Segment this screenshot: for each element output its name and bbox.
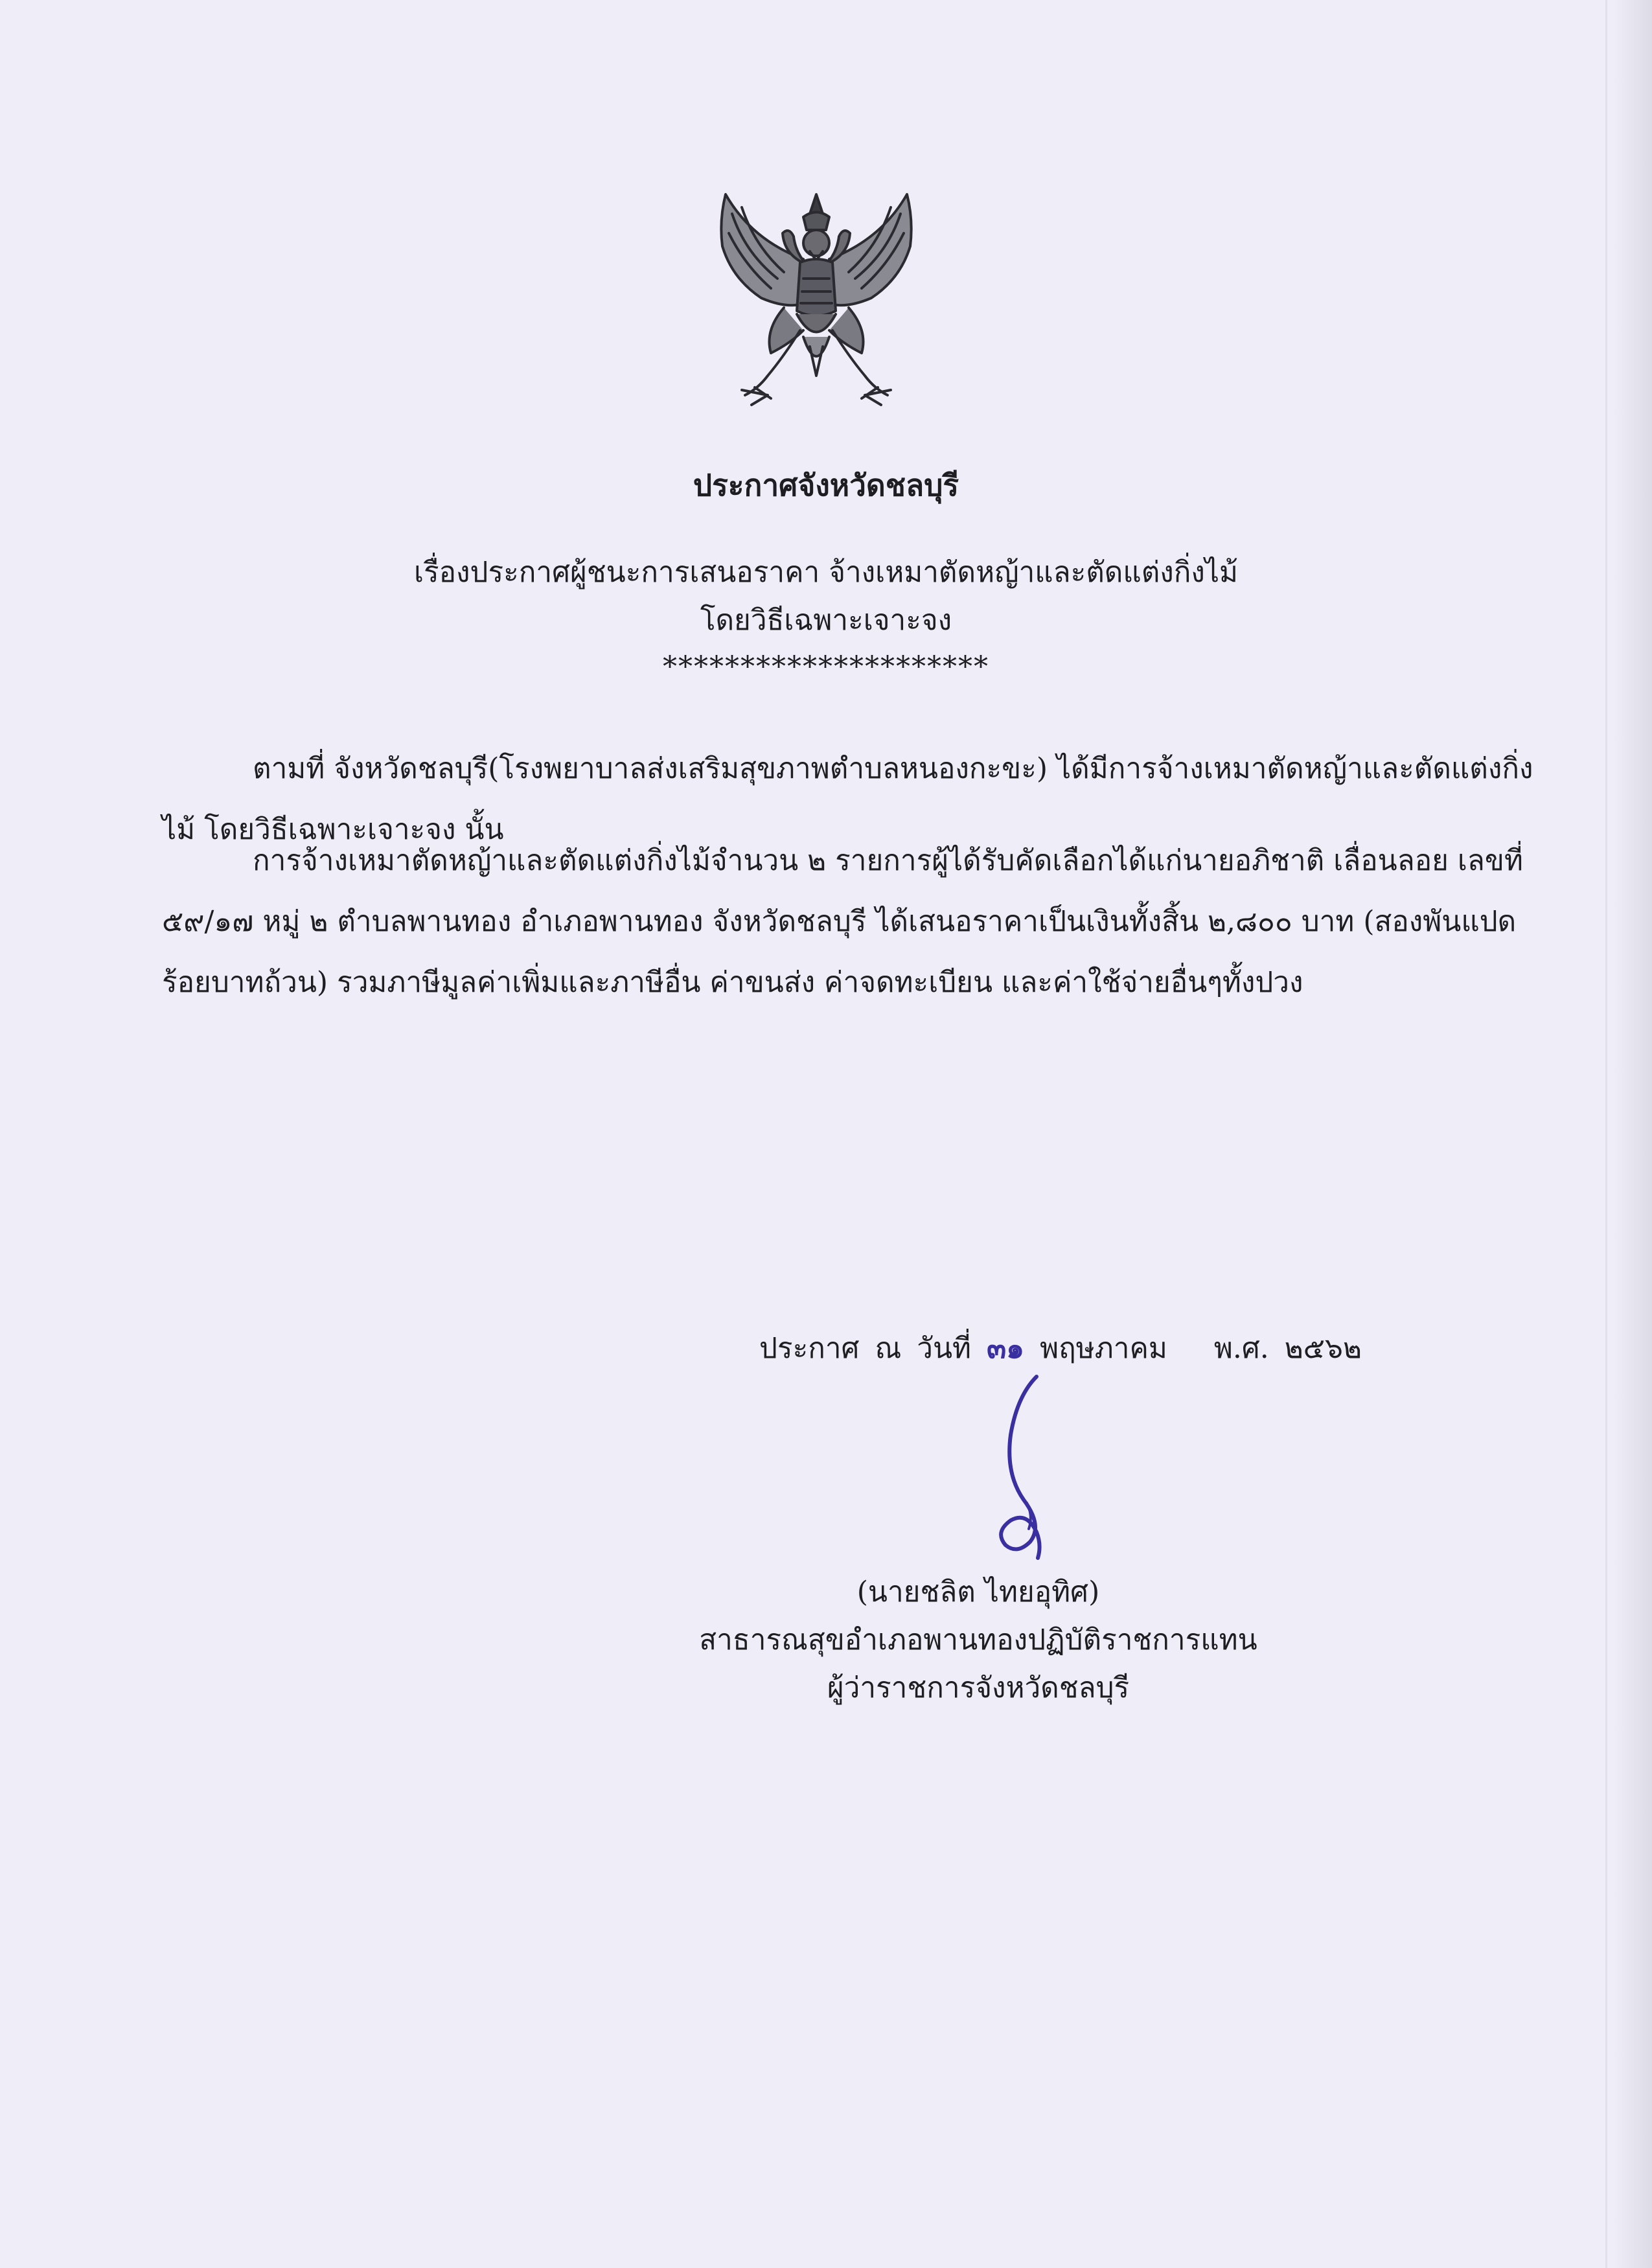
signatory-position: สาธารณสุขอำเภอพานทองปฏิบัติราชการแทน [699,1623,1257,1656]
date-year: ๒๕๖๒ [1284,1332,1362,1365]
date-prefix: ประกาศ ณ วันที่ [759,1332,972,1365]
subject-line-1: เรื่องประกาศผู้ชนะการเสนอราคา จ้างเหมาตัดหญ้าและตัดแต่งกิ่งไม้ [413,556,1239,589]
signatory-name: (นายชลิต ไทยอุทิศ) [856,1575,1100,1609]
announcement-date [759,1334,1362,1363]
paragraph-2-line-1: การจ้างเหมาตัดหญ้าและตัดแต่งกิ่งไม้จำนวน ๒ รายการผู้ได้รับคัดเลือกได้แก่นายอภิชาติ เลื่อนลอย เลขที่ [253,844,1523,877]
separator-line: ********************* [663,650,989,683]
handwritten-signature [965,1370,1069,1564]
date-day: ๓๑ [987,1332,1025,1365]
paragraph-2 [162,830,1523,1013]
paragraph-2-line-2: ๕๙/๑๗ หมู่ ๒ ตำบลพานทอง อำเภอพานทอง จังหวัดชลบุรี ได้เสนอราคาเป็นเงินทั้งสิ้น ๒,๘๐๐ บาท (สองพันแปด [162,905,1517,938]
paragraph-1-line-1: ตามที่ จังหวัดชลบุรี(โรงพยาบาลส่งเสริมสุขภาพตำบลหนองกะขะ) ได้มีการจ้างเหมาตัดหญ้าและตัดแต่งกิ่ง [253,752,1533,785]
date-era: พ.ศ. [1213,1332,1269,1365]
paper-edge-shadow [1613,0,1652,2268]
date-month: พฤษภาคม [1040,1332,1167,1365]
paper-crease [1605,0,1607,2268]
garuda-emblem-icon [706,181,926,415]
subject-line-2: โดยวิธีเฉพาะเจาะจง [700,604,952,637]
paragraph-2-line-3: ร้อยบาทถ้วน) รวมภาษีมูลค่าเพิ่มและภาษีอื่น ค่าขนส่ง ค่าจดทะเบียน และค่าใช้จ่ายอื่นๆทั้งปวง [162,966,1303,999]
page-title: ประกาศจังหวัดชลบุรี [693,468,959,503]
signatory-acting-for: ผู้ว่าราชการจังหวัดชลบุรี [827,1671,1130,1704]
paragraph-1-line-2: ไม้ โดยวิธีเฉพาะเจาะจง นั้น [162,813,504,846]
